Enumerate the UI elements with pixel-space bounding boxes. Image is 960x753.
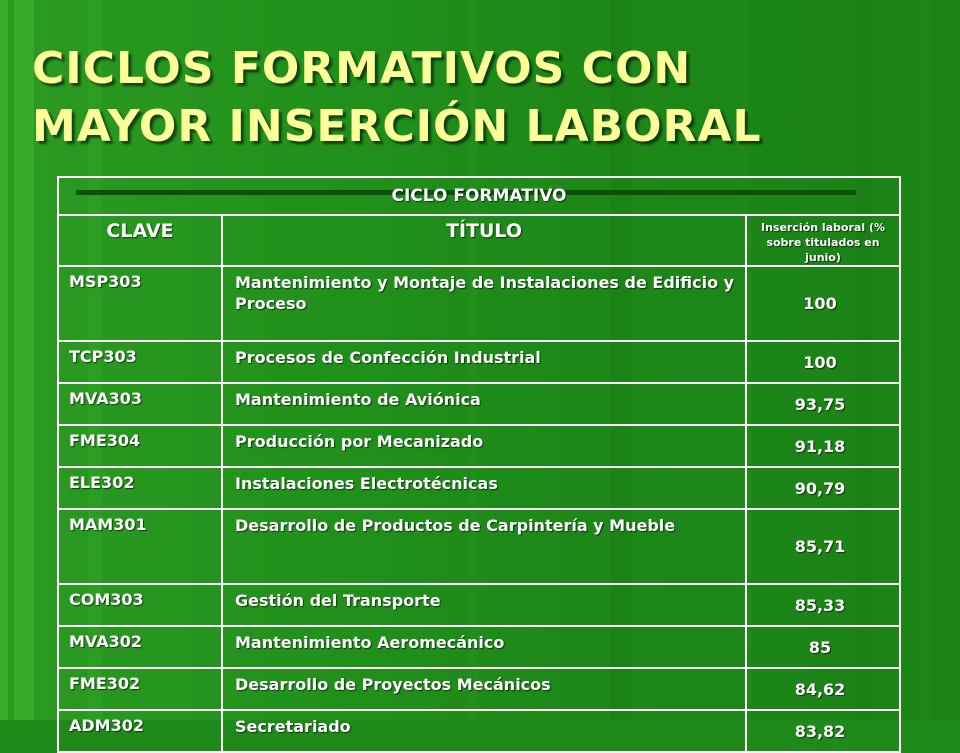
- cell-valor: [746, 425, 900, 467]
- table-row: [58, 467, 900, 509]
- cell-clave: MAM301: [58, 509, 222, 584]
- cell-valor: [746, 710, 900, 752]
- cell-clave: TCP303: [58, 341, 222, 383]
- cell-clave: ELE302: [58, 467, 222, 509]
- title-line-2: MAYOR INSERCIÓN LABORAL: [32, 101, 762, 152]
- cell-clave: ADM302: [58, 710, 222, 752]
- table-row: [58, 509, 900, 584]
- cell-clave: MVA303: [58, 383, 222, 425]
- cell-titulo: Mantenimiento de Aviónica: [222, 383, 746, 425]
- table-row: [58, 584, 900, 626]
- cell-titulo: Mantenimiento y Montaje de Instalaciones de Edificio y Proceso: [222, 266, 746, 341]
- cell-valor: [746, 266, 900, 341]
- cell-valor-text: 83,82: [794, 721, 846, 741]
- table-row: [58, 668, 900, 710]
- column-header-titulo: TÍTULO: [222, 215, 746, 266]
- table-row: [58, 710, 900, 752]
- cell-valor: [746, 467, 900, 509]
- table-row: [58, 266, 900, 341]
- slide-title: [32, 40, 932, 156]
- cell-valor: [746, 626, 900, 668]
- cell-titulo: Desarrollo de Productos de Carpintería y Mueble: [222, 509, 746, 584]
- cell-titulo: Secretariado: [222, 710, 746, 752]
- cell-valor-text: 85: [808, 637, 832, 657]
- cell-titulo: Procesos de Confección Industrial: [222, 341, 746, 383]
- title-line-1: CICLOS FORMATIVOS CON: [32, 43, 692, 94]
- cell-valor-text: 91,18: [794, 436, 846, 456]
- cell-valor-text: 100: [803, 352, 837, 372]
- cell-clave: FME304: [58, 425, 222, 467]
- cell-titulo: Gestión del Transporte: [222, 584, 746, 626]
- cell-valor: [746, 509, 900, 584]
- cell-valor-text: 93,75: [794, 394, 846, 414]
- cell-valor-text: 85,71: [794, 537, 846, 556]
- cell-valor: [746, 341, 900, 383]
- table-row: [58, 341, 900, 383]
- cell-valor-text: 90,79: [794, 478, 846, 498]
- table-row: [58, 383, 900, 425]
- cell-clave: MSP303: [58, 266, 222, 341]
- cell-valor-text: 84,62: [794, 679, 846, 699]
- column-header-insercion: Inserción laboral (% sobre titulados en junio): [746, 215, 900, 266]
- cell-titulo: Instalaciones Electrotécnicas: [222, 467, 746, 509]
- cell-valor-text: 100: [803, 294, 837, 313]
- cell-valor: [746, 668, 900, 710]
- column-header-clave: CLAVE: [58, 215, 222, 266]
- table-row: [58, 425, 900, 467]
- table-group-header: CICLO FORMATIVO: [58, 177, 900, 215]
- cell-titulo: Desarrollo de Proyectos Mecánicos: [222, 668, 746, 710]
- cell-valor: [746, 584, 900, 626]
- table-row: [58, 626, 900, 668]
- cell-valor-text: 85,33: [794, 595, 846, 615]
- cell-clave: MVA302: [58, 626, 222, 668]
- cell-clave: COM303: [58, 584, 222, 626]
- cell-titulo: Producción por Mecanizado: [222, 425, 746, 467]
- cell-valor: [746, 383, 900, 425]
- cell-clave: FME302: [58, 668, 222, 710]
- ciclos-table: [57, 176, 901, 753]
- cell-titulo: Mantenimiento Aeromecánico: [222, 626, 746, 668]
